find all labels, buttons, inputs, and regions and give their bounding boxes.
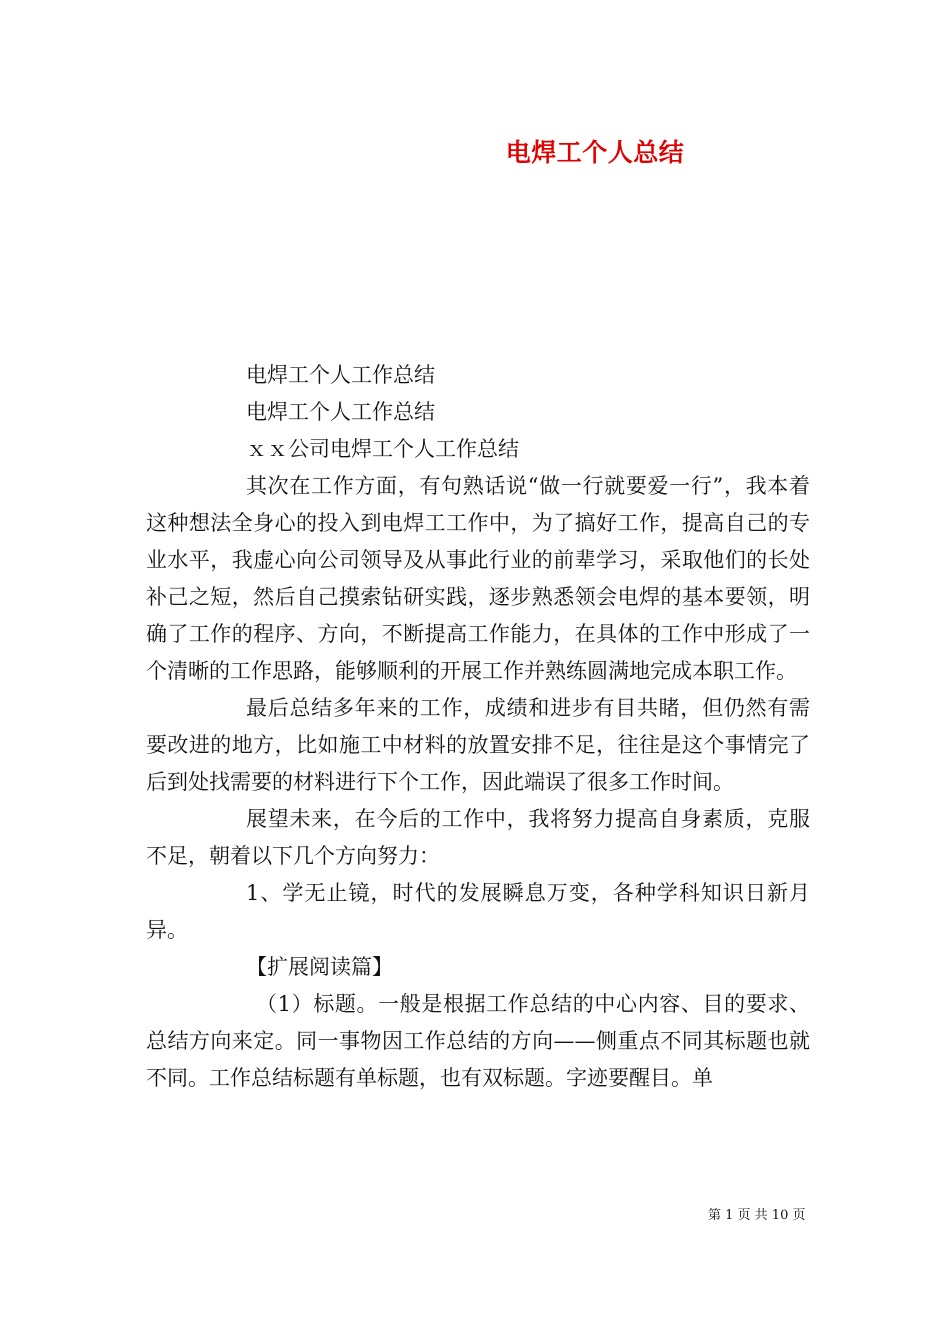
paragraph-outlook: 展望未来，在今后的工作中，我将努力提高自身素质，克服不足，朝着以下几个方向努力： <box>146 807 810 868</box>
document-title: 电焊工个人总结 <box>505 138 685 167</box>
heading-line-2: 电焊工个人工作总结 <box>246 400 435 424</box>
heading-line-1: 电焊工个人工作总结 <box>246 363 435 387</box>
document-body <box>146 357 810 1097</box>
heading-line-3: ｘｘ公司电焊工个人工作总结 <box>246 437 519 461</box>
paragraph-summary: 最后总结多年来的工作，成绩和进步有目共睹，但仍然有需要改进的地方，比如施工中材料的放置安排不足，往往是这个事情完了后到处找需要的材料进行下个工作，因此端误了很多工作时间。 <box>146 696 810 794</box>
paragraph-point-1: 1、学无止镜，时代的发展瞬息万变，各种学科知识日新月异。 <box>146 881 810 942</box>
paragraph-extended-reading: 【扩展阅读篇】 <box>246 955 393 979</box>
paragraph-work-aspect: 其次在工作方面，有句熟话说“做一行就要爱一行”，我本着这种想法全身心的投入到电焊工工作中，为了搞好工作，提高自己的专业水平，我虚心向公司领导及从事此行业的前辈学习，采取他们的长处补己之短，然后自己摸索钻研实践，逐步熟悉领会电焊的基本要领，明确了工作的程序、方向，不断提高工作能力，在具体的工作中形成了一个清晰的工作思路，能够顺利的开展工作并熟练圆满地完成本职工作。 <box>146 474 810 683</box>
paragraph-title-section: （1）标题。一般是根据工作总结的中心内容、目的要求、总结方向来定。同一事物因工作总结的方向——侧重点不同其标题也就不同。工作总结标题有单标题，也有双标题。字迹要醒目。单 <box>146 992 810 1090</box>
page-number: 第 1 页 共 10 页 <box>708 1208 806 1223</box>
